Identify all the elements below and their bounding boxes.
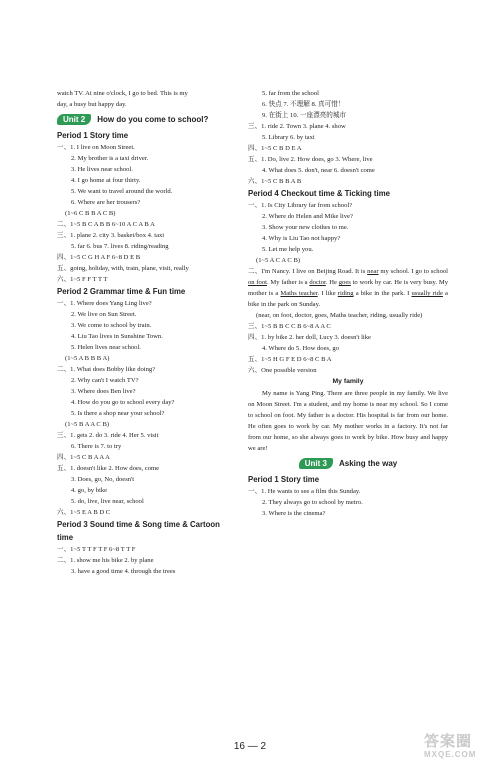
answer-line: 三、1~5 B B C C B 6~8 A A C [248,323,331,330]
answer-line: 二、1~5 B C A B B 6~10 A C A B A [57,221,155,228]
unit3-header [248,456,448,471]
passage-text: a bike in the park on Sunday. [248,290,448,308]
answer-line: 一、1. He wants to see a film this Sunday. [248,488,361,495]
answer-line: 五、1~5 H G F E D 6~8 C B A [248,356,332,363]
answer-line: 5. Helen lives near school. [71,344,141,351]
answer-line: 五、1. Do, live 2. How does, go 3. Where, live [248,156,373,163]
answer-line: 3. Where is the cinema? [262,510,326,517]
answer-line: 6. There is 7. to try [71,443,122,450]
answer-line: 3. We come to school by train. [71,322,152,329]
essay-text: My name is Yang Ping. There are three people in my family. We live on Moon Street. I'm a student, and my home is near my school. So I come to school on foot. My father is a doctor. His hospital is far from our home. He often goes to work by car. My mother works in a factory. It's not far from our home, so she always goes to work by bike. How busy and happy we are! [248,390,448,452]
answer-line: 四、1~5 C G H A F 6~8 D E B [57,254,141,261]
intro-text [57,88,247,110]
period1-answers [57,142,247,285]
period4-heading: Period 4 Checkout time & Ticking time [248,189,390,198]
passage-text: to work by car. He is very busy. My mother is a [248,279,449,297]
period4-answers [248,200,448,266]
answer-line: 4. Why is Liu Tao not happy? [262,235,341,242]
passage-blank: near [367,268,379,275]
answer-line: (1~6 C B B A C B) [65,210,116,217]
passage-blank: on foot [248,279,267,286]
answer-line: 3. Where does Ben live? [71,388,136,395]
answer-line: 4. Liu Tao lives in Sunshine Town. [71,333,163,340]
period1-heading: Period 1 Story time [57,131,129,140]
answer-line: 5. We want to travel around the world. [71,188,173,195]
passage-note: (near, on foot, doctor, goes, Maths teacher, riding, usually ride) [256,312,423,319]
passage-text: . My father is a [267,279,310,286]
answer-line: 四、1~5 C B D E A [248,145,302,152]
answer-line: 三、1. ride 2. Town 3. plane 4. show [248,123,346,130]
answer-line: 4. How do you go to school every day? [71,399,175,406]
answer-line: 5. Is there a shop near your school? [71,410,165,417]
unit3-title: Asking the way [338,459,398,468]
period3-answers [57,544,247,577]
passage-blank: doctor [309,279,326,286]
answer-line: 一、1. Is City Library far from school? [248,202,353,209]
answer-line: 三、1. gets 2. do 3. ride 4. Her 5. visit [57,432,159,439]
answer-line: 5. far 6. bus 7. lives 8. riding/reading [71,243,169,250]
answer-line: 四、1. by bike 2. her doll, Lucy 3. doesn't like [248,334,371,341]
passage-blank: riding [337,290,354,297]
passage-text: a bike in the park. I [353,290,412,297]
answer-line: 4. Where do 5. How does, go [262,345,339,352]
answer-line: 3. Show your new clothes to me. [262,224,349,231]
unit3-period1-heading: Period 1 Story time [248,475,320,484]
answer-line: (1~5 A C A C B) [256,257,301,264]
watermark-logo [424,733,496,763]
answer-line: 5. Library 6. by taxi [262,134,315,141]
passage-answer [248,266,448,310]
answer-line: 3. He lives near school. [71,166,133,173]
answer-line: 3. Does, go, No, doesn't [71,476,135,483]
answer-line: (1~5 B A A C B) [65,421,110,428]
answer-line: 4. What does 5. don't, near 6. doesn't come [262,167,375,174]
answer-line: 二、1. show me his bike 2. by plane [57,557,154,564]
period3-heading: Period 3 Sound time & Song time & Cartoon [57,520,220,529]
answer-line: 六、1~5 F F T T T [57,276,108,283]
passage-text: . He [325,279,339,286]
answer-line: 4. go, by bike [71,487,108,494]
answer-line: 2. Where do Helen and Mike live? [262,213,353,220]
period3-heading-cont: time [57,533,74,542]
answer-line: 六、1~5 E A B D C [57,509,111,516]
unit3-badge: Unit 3 [299,458,333,469]
answer-line: 5. far from the school [262,90,319,97]
answer-line: 六、One possible version [248,367,317,374]
answer-line: 一、1~5 T T F T F 6~8 T T F [57,546,136,553]
period2-heading: Period 2 Grammar time & Fun time [57,287,186,296]
passage-blank: Maths teacher [280,290,318,297]
answer-line: 2. Why can't I watch TV? [71,377,139,384]
unit3-period1-answers [248,486,448,519]
answer-line: 9. 在街上 10. 一座漂亮的城市 [262,112,347,119]
watermark-top: 答案圈 [424,733,473,750]
watermark-bottom: MXQE.COM [424,750,477,759]
passage-label: 二、 [248,268,262,275]
answer-line: 4. I go home at four thirty. [71,177,141,184]
answer-line: 6. Where are her trousers? [71,199,141,206]
unit2-badge: Unit 2 [57,114,91,125]
answer-line: 3. have a good time 4. through the trees [71,568,176,575]
answer-line: 6. 快点 7. 不理解 8. 真可惜！ [262,101,345,108]
answer-line: 2. They always go to school by metro. [262,499,363,506]
page-number: 16 — 2 [233,741,267,752]
period3-answers-cont [248,88,448,187]
passage-blank: usually ride [411,290,443,297]
period2-answers [57,298,247,518]
answer-line: 六、1~5 C B B A B [248,178,302,185]
answer-line: 5. do, live, live near, school [71,498,144,505]
answer-line: 5. Let me help you. [262,246,314,253]
answer-line: 二、1. What does Bobby like doing? [57,366,156,373]
answer-line: 五、1. doesn't like 2. How does, come [57,465,160,472]
unit2-header [57,112,247,127]
intro-line: day, a busy but happy day. [57,101,127,108]
passage-text: I'm Nancy. I live on Beijing Road. It is [261,268,368,275]
period4-answers-cont [248,321,448,376]
answer-line: (1~5 A B B B A) [65,355,110,362]
passage-text: my school. I go to school [378,268,448,275]
answer-line: 三、1. plane 2. city 3. basket/box 4. taxi [57,232,165,239]
essay-title: My family [332,378,364,385]
passage-blank: goes [338,279,351,286]
left-column [57,88,247,577]
answer-line: 五、going, holiday, with, train, plane, visit, really [57,265,189,272]
passage-text: . I like [317,290,338,297]
answer-line: 2. My brother is a taxi driver. [71,155,149,162]
answer-line: 四、1~5 C B A A A [57,454,110,461]
right-column [248,88,448,519]
unit2-title: How do you come to school? [97,115,209,124]
answer-line: 一、1. I live on Moon Street. [57,144,135,151]
answer-line: 2. We live on Sun Street. [71,311,137,318]
intro-line: watch TV. At nine o'clock, I go to bed. This is my [57,90,188,97]
answer-line: 一、1. Where does Yang Ling live? [57,300,152,307]
